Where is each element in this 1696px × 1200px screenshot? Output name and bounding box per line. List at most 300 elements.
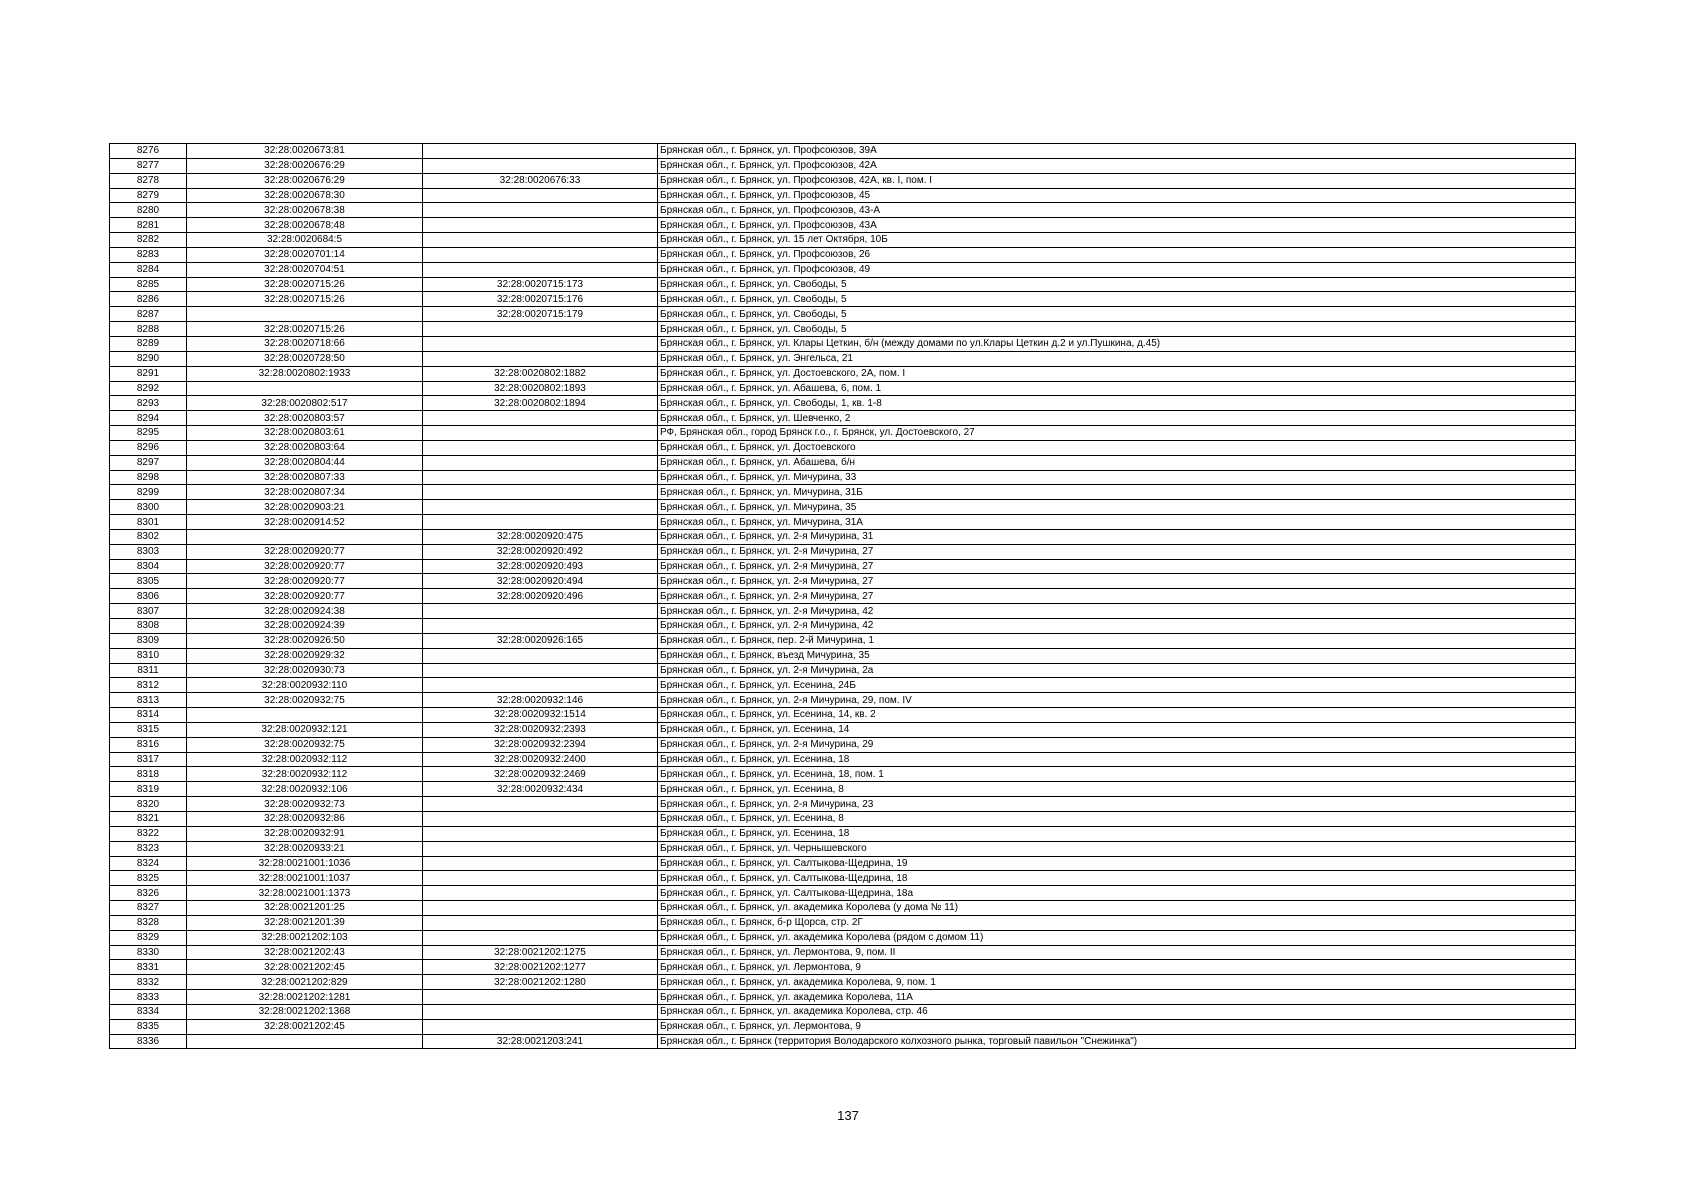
land-cadastral-number-cell: 32:28:0020924:39 bbox=[187, 619, 423, 634]
address-cell: Брянская обл., г. Брянск, ул. академика Королева (у дома № 11) bbox=[658, 901, 1576, 916]
land-cadastral-number-cell: 32:28:0021001:1036 bbox=[187, 856, 423, 871]
row-number-cell: 8305 bbox=[110, 574, 187, 589]
object-cadastral-number-cell: 32:28:0020920:496 bbox=[423, 589, 658, 604]
address-cell: Брянская обл., г. Брянск, ул. Лермонтова, 9 bbox=[658, 960, 1576, 975]
land-cadastral-number-cell: 32:28:0020715:26 bbox=[187, 322, 423, 337]
land-cadastral-number-cell: 32:28:0020802:1933 bbox=[187, 366, 423, 381]
row-number-cell: 8315 bbox=[110, 722, 187, 737]
land-cadastral-number-cell: 32:28:0020924:38 bbox=[187, 604, 423, 619]
table-row bbox=[110, 633, 1576, 648]
address-cell: Брянская обл., г. Брянск, ул. академика Королева (рядом с домом 11) bbox=[658, 930, 1576, 945]
table-row bbox=[110, 144, 1576, 159]
row-number-cell: 8313 bbox=[110, 693, 187, 708]
table-row bbox=[110, 856, 1576, 871]
address-cell: Брянская обл., г. Брянск, ул. Свободы, 5 bbox=[658, 322, 1576, 337]
object-cadastral-number-cell: 32:28:0020932:2393 bbox=[423, 722, 658, 737]
address-cell: РФ, Брянская обл., город Брянск г.о., г. Брянск, ул. Достоевского, 27 bbox=[658, 426, 1576, 441]
table-row bbox=[110, 811, 1576, 826]
table-row bbox=[110, 648, 1576, 663]
address-cell: Брянская обл., г. Брянск (территория Володарского колхозного рынка, торговый павильон "Снежинка") bbox=[658, 1034, 1576, 1049]
land-cadastral-number-cell: 32:28:0020803:57 bbox=[187, 411, 423, 426]
address-cell: Брянская обл., г. Брянск, ул. Есенина, 8 bbox=[658, 782, 1576, 797]
land-cadastral-number-cell: 32:28:0021202:103 bbox=[187, 930, 423, 945]
table-row bbox=[110, 292, 1576, 307]
address-cell: Брянская обл., г. Брянск, ул. Салтыкова-Щедрина, 18 bbox=[658, 871, 1576, 886]
row-number-cell: 8327 bbox=[110, 901, 187, 916]
object-cadastral-number-cell bbox=[423, 218, 658, 233]
row-number-cell: 8299 bbox=[110, 485, 187, 500]
land-cadastral-number-cell: 32:28:0021202:45 bbox=[187, 1019, 423, 1034]
row-number-cell: 8325 bbox=[110, 871, 187, 886]
object-cadastral-number-cell bbox=[423, 811, 658, 826]
object-cadastral-number-cell: 32:28:0020932:146 bbox=[423, 693, 658, 708]
address-cell: Брянская обл., г. Брянск, ул. Профсоюзов, 43А bbox=[658, 218, 1576, 233]
object-cadastral-number-cell bbox=[423, 455, 658, 470]
object-cadastral-number-cell: 32:28:0021202:1277 bbox=[423, 960, 658, 975]
address-cell: Брянская обл., г. Брянск, ул. Мичурина, 31А bbox=[658, 515, 1576, 530]
land-cadastral-number-cell: 32:28:0021001:1373 bbox=[187, 886, 423, 901]
object-cadastral-number-cell bbox=[423, 841, 658, 856]
row-number-cell: 8295 bbox=[110, 426, 187, 441]
object-cadastral-number-cell: 32:28:0020920:494 bbox=[423, 574, 658, 589]
object-cadastral-number-cell bbox=[423, 1019, 658, 1034]
row-number-cell: 8294 bbox=[110, 411, 187, 426]
address-cell: Брянская обл., г. Брянск, ул. 2-я Мичурина, 27 bbox=[658, 559, 1576, 574]
object-cadastral-number-cell bbox=[423, 262, 658, 277]
land-cadastral-number-cell: 32:28:0020932:110 bbox=[187, 678, 423, 693]
table-row bbox=[110, 277, 1576, 292]
object-cadastral-number-cell bbox=[423, 619, 658, 634]
object-cadastral-number-cell: 32:28:0020920:493 bbox=[423, 559, 658, 574]
address-cell: Брянская обл., г. Брянск, въезд Мичурина, 35 bbox=[658, 648, 1576, 663]
table-row bbox=[110, 722, 1576, 737]
table-row bbox=[110, 574, 1576, 589]
row-number-cell: 8322 bbox=[110, 826, 187, 841]
address-cell: Брянская обл., г. Брянск, ул. 2-я Мичурина, 23 bbox=[658, 797, 1576, 812]
address-cell: Брянская обл., г. Брянск, ул. 2-я Мичурина, 29 bbox=[658, 737, 1576, 752]
land-cadastral-number-cell bbox=[187, 381, 423, 396]
table-row bbox=[110, 396, 1576, 411]
land-cadastral-number-cell bbox=[187, 1034, 423, 1049]
table-row bbox=[110, 411, 1576, 426]
row-number-cell: 8279 bbox=[110, 188, 187, 203]
address-cell: Брянская обл., г. Брянск, ул. Профсоюзов, 45 bbox=[658, 188, 1576, 203]
land-cadastral-number-cell: 32:28:0021202:829 bbox=[187, 975, 423, 990]
object-cadastral-number-cell bbox=[423, 930, 658, 945]
address-cell: Брянская обл., г. Брянск, ул. Мичурина, 33 bbox=[658, 470, 1576, 485]
land-cadastral-number-cell: 32:28:0020933:21 bbox=[187, 841, 423, 856]
table-row bbox=[110, 826, 1576, 841]
table-row bbox=[110, 708, 1576, 723]
row-number-cell: 8306 bbox=[110, 589, 187, 604]
land-cadastral-number-cell: 32:28:0020803:64 bbox=[187, 440, 423, 455]
land-cadastral-number-cell: 32:28:0020678:38 bbox=[187, 203, 423, 218]
land-cadastral-number-cell: 32:28:0020728:50 bbox=[187, 351, 423, 366]
table-row bbox=[110, 663, 1576, 678]
land-cadastral-number-cell: 32:28:0020718:66 bbox=[187, 336, 423, 351]
land-cadastral-number-cell bbox=[187, 708, 423, 723]
object-cadastral-number-cell bbox=[423, 336, 658, 351]
address-cell: Брянская обл., г. Брянск, ул. 2-я Мичурина, 42 bbox=[658, 604, 1576, 619]
row-number-cell: 8323 bbox=[110, 841, 187, 856]
address-cell: Брянская обл., г. Брянск, ул. Мичурина, 31Б bbox=[658, 485, 1576, 500]
land-cadastral-number-cell: 32:28:0020920:77 bbox=[187, 544, 423, 559]
table-row bbox=[110, 886, 1576, 901]
land-cadastral-number-cell: 32:28:0021201:25 bbox=[187, 901, 423, 916]
table-row bbox=[110, 322, 1576, 337]
object-cadastral-number-cell bbox=[423, 990, 658, 1005]
object-cadastral-number-cell: 32:28:0021202:1275 bbox=[423, 945, 658, 960]
row-number-cell: 8331 bbox=[110, 960, 187, 975]
row-number-cell: 8289 bbox=[110, 336, 187, 351]
object-cadastral-number-cell bbox=[423, 351, 658, 366]
address-cell: Брянская обл., г. Брянск, ул. Свободы, 5 bbox=[658, 277, 1576, 292]
table-row bbox=[110, 158, 1576, 173]
address-cell: Брянская обл., г. Брянск, ул. Клары Цеткин, б/н (между домами по ул.Клары Цеткин д.2 и ул.Пушкина, д.45) bbox=[658, 336, 1576, 351]
table-row bbox=[110, 871, 1576, 886]
address-cell: Брянская обл., г. Брянск, ул. академика Королева, 9, пом. 1 bbox=[658, 975, 1576, 990]
row-number-cell: 8290 bbox=[110, 351, 187, 366]
object-cadastral-number-cell: 32:28:0020715:173 bbox=[423, 277, 658, 292]
address-cell: Брянская обл., г. Брянск, ул. Есенина, 18 bbox=[658, 826, 1576, 841]
address-cell: Брянская обл., г. Брянск, ул. Достоевского, 2А, пом. I bbox=[658, 366, 1576, 381]
address-cell: Брянская обл., г. Брянск, пер. 2-й Мичурина, 1 bbox=[658, 633, 1576, 648]
address-cell: Брянская обл., г. Брянск, ул. Энгельса, 21 bbox=[658, 351, 1576, 366]
object-cadastral-number-cell: 32:28:0020802:1882 bbox=[423, 366, 658, 381]
object-cadastral-number-cell bbox=[423, 901, 658, 916]
object-cadastral-number-cell: 32:28:0020932:1514 bbox=[423, 708, 658, 723]
address-cell: Брянская обл., г. Брянск, ул. Профсоюзов, 42А, кв. I, пом. I bbox=[658, 173, 1576, 188]
address-cell: Брянская обл., г. Брянск, ул. Профсоюзов, 42А bbox=[658, 158, 1576, 173]
object-cadastral-number-cell: 32:28:0021202:1280 bbox=[423, 975, 658, 990]
land-cadastral-number-cell: 32:28:0020676:29 bbox=[187, 158, 423, 173]
row-number-cell: 8297 bbox=[110, 455, 187, 470]
table-row bbox=[110, 307, 1576, 322]
row-number-cell: 8334 bbox=[110, 1004, 187, 1019]
address-cell: Брянская обл., г. Брянск, ул. Лермонтова, 9, пом. II bbox=[658, 945, 1576, 960]
land-cadastral-number-cell: 32:28:0020903:21 bbox=[187, 500, 423, 515]
table-row bbox=[110, 1004, 1576, 1019]
row-number-cell: 8330 bbox=[110, 945, 187, 960]
table-row bbox=[110, 529, 1576, 544]
address-cell: Брянская обл., г. Брянск, б-р Щорса, стр. 2Г bbox=[658, 915, 1576, 930]
address-cell: Брянская обл., г. Брянск, ул. Абашева, б/н bbox=[658, 455, 1576, 470]
address-cell: Брянская обл., г. Брянск, ул. Есенина, 18, пом. 1 bbox=[658, 767, 1576, 782]
address-cell: Брянская обл., г. Брянск, ул. Шевченко, 2 bbox=[658, 411, 1576, 426]
row-number-cell: 8293 bbox=[110, 396, 187, 411]
object-cadastral-number-cell bbox=[423, 203, 658, 218]
land-cadastral-number-cell: 32:28:0020914:52 bbox=[187, 515, 423, 530]
land-cadastral-number-cell: 32:28:0021202:43 bbox=[187, 945, 423, 960]
row-number-cell: 8304 bbox=[110, 559, 187, 574]
land-cadastral-number-cell: 32:28:0020802:517 bbox=[187, 396, 423, 411]
row-number-cell: 8303 bbox=[110, 544, 187, 559]
land-cadastral-number-cell: 32:28:0021202:45 bbox=[187, 960, 423, 975]
address-cell: Брянская обл., г. Брянск, ул. Достоевского bbox=[658, 440, 1576, 455]
row-number-cell: 8319 bbox=[110, 782, 187, 797]
row-number-cell: 8320 bbox=[110, 797, 187, 812]
land-cadastral-number-cell: 32:28:0020932:112 bbox=[187, 767, 423, 782]
land-cadastral-number-cell: 32:28:0020932:75 bbox=[187, 693, 423, 708]
row-number-cell: 8329 bbox=[110, 930, 187, 945]
row-number-cell: 8280 bbox=[110, 203, 187, 218]
land-cadastral-number-cell: 32:28:0020804:44 bbox=[187, 455, 423, 470]
row-number-cell: 8296 bbox=[110, 440, 187, 455]
registry-table bbox=[109, 143, 1576, 1049]
land-cadastral-number-cell bbox=[187, 529, 423, 544]
table-row bbox=[110, 589, 1576, 604]
row-number-cell: 8300 bbox=[110, 500, 187, 515]
object-cadastral-number-cell: 32:28:0021203:241 bbox=[423, 1034, 658, 1049]
object-cadastral-number-cell: 32:28:0020676:33 bbox=[423, 173, 658, 188]
object-cadastral-number-cell bbox=[423, 515, 658, 530]
table-row bbox=[110, 247, 1576, 262]
address-cell: Брянская обл., г. Брянск, ул. Свободы, 5 bbox=[658, 307, 1576, 322]
table-row bbox=[110, 797, 1576, 812]
object-cadastral-number-cell: 32:28:0020932:2394 bbox=[423, 737, 658, 752]
row-number-cell: 8276 bbox=[110, 144, 187, 159]
object-cadastral-number-cell: 32:28:0020932:434 bbox=[423, 782, 658, 797]
table-row bbox=[110, 1019, 1576, 1034]
row-number-cell: 8324 bbox=[110, 856, 187, 871]
address-cell: Брянская обл., г. Брянск, ул. 2-я Мичурина, 27 bbox=[658, 544, 1576, 559]
land-cadastral-number-cell: 32:28:0020932:112 bbox=[187, 752, 423, 767]
address-cell: Брянская обл., г. Брянск, ул. академика Королева, 11А bbox=[658, 990, 1576, 1005]
table-row bbox=[110, 930, 1576, 945]
row-number-cell: 8287 bbox=[110, 307, 187, 322]
object-cadastral-number-cell bbox=[423, 648, 658, 663]
row-number-cell: 8308 bbox=[110, 619, 187, 634]
table-row bbox=[110, 173, 1576, 188]
table-row bbox=[110, 678, 1576, 693]
land-cadastral-number-cell: 32:28:0020932:73 bbox=[187, 797, 423, 812]
land-cadastral-number-cell: 32:28:0021202:1281 bbox=[187, 990, 423, 1005]
object-cadastral-number-cell bbox=[423, 604, 658, 619]
table-row bbox=[110, 782, 1576, 797]
table-row bbox=[110, 960, 1576, 975]
object-cadastral-number-cell: 32:28:0020802:1893 bbox=[423, 381, 658, 396]
table-row bbox=[110, 233, 1576, 248]
object-cadastral-number-cell bbox=[423, 1004, 658, 1019]
table-row bbox=[110, 619, 1576, 634]
page-number: 137 bbox=[837, 1108, 859, 1123]
object-cadastral-number-cell bbox=[423, 485, 658, 500]
address-cell: Брянская обл., г. Брянск, ул. Есенина, 14 bbox=[658, 722, 1576, 737]
land-cadastral-number-cell: 32:28:0021201:39 bbox=[187, 915, 423, 930]
land-cadastral-number-cell: 32:28:0020678:30 bbox=[187, 188, 423, 203]
address-cell: Брянская обл., г. Брянск, ул. Мичурина, 35 bbox=[658, 500, 1576, 515]
object-cadastral-number-cell bbox=[423, 322, 658, 337]
row-number-cell: 8301 bbox=[110, 515, 187, 530]
address-cell: Брянская обл., г. Брянск, ул. Салтыкова-Щедрина, 18а bbox=[658, 886, 1576, 901]
land-cadastral-number-cell: 32:28:0020930:73 bbox=[187, 663, 423, 678]
object-cadastral-number-cell: 32:28:0020715:176 bbox=[423, 292, 658, 307]
land-cadastral-number-cell: 32:28:0020678:48 bbox=[187, 218, 423, 233]
table-row bbox=[110, 604, 1576, 619]
row-number-cell: 8283 bbox=[110, 247, 187, 262]
table-row bbox=[110, 485, 1576, 500]
land-cadastral-number-cell: 32:28:0020807:34 bbox=[187, 485, 423, 500]
land-cadastral-number-cell: 32:28:0020932:75 bbox=[187, 737, 423, 752]
land-cadastral-number-cell: 32:28:0020715:26 bbox=[187, 292, 423, 307]
row-number-cell: 8332 bbox=[110, 975, 187, 990]
land-cadastral-number-cell: 32:28:0020926:50 bbox=[187, 633, 423, 648]
object-cadastral-number-cell bbox=[423, 871, 658, 886]
row-number-cell: 8317 bbox=[110, 752, 187, 767]
object-cadastral-number-cell bbox=[423, 826, 658, 841]
table-row bbox=[110, 990, 1576, 1005]
address-cell: Брянская обл., г. Брянск, ул. академика Королева, стр. 46 bbox=[658, 1004, 1576, 1019]
address-cell: Брянская обл., г. Брянск, ул. Абашева, 6, пом. 1 bbox=[658, 381, 1576, 396]
address-cell: Брянская обл., г. Брянск, ул. 2-я Мичурина, 27 bbox=[658, 574, 1576, 589]
row-number-cell: 8288 bbox=[110, 322, 187, 337]
address-cell: Брянская обл., г. Брянск, ул. Профсоюзов, 26 bbox=[658, 247, 1576, 262]
object-cadastral-number-cell bbox=[423, 797, 658, 812]
row-number-cell: 8284 bbox=[110, 262, 187, 277]
row-number-cell: 8282 bbox=[110, 233, 187, 248]
object-cadastral-number-cell: 32:28:0020715:179 bbox=[423, 307, 658, 322]
row-number-cell: 8336 bbox=[110, 1034, 187, 1049]
table-row bbox=[110, 218, 1576, 233]
land-cadastral-number-cell: 32:28:0020803:61 bbox=[187, 426, 423, 441]
table-row bbox=[110, 737, 1576, 752]
row-number-cell: 8285 bbox=[110, 277, 187, 292]
table-row bbox=[110, 440, 1576, 455]
object-cadastral-number-cell: 32:28:0020920:492 bbox=[423, 544, 658, 559]
land-cadastral-number-cell: 32:28:0020920:77 bbox=[187, 574, 423, 589]
land-cadastral-number-cell: 32:28:0020929:32 bbox=[187, 648, 423, 663]
row-number-cell: 8333 bbox=[110, 990, 187, 1005]
row-number-cell: 8312 bbox=[110, 678, 187, 693]
address-cell: Брянская обл., г. Брянск, ул. Салтыкова-Щедрина, 19 bbox=[658, 856, 1576, 871]
row-number-cell: 8286 bbox=[110, 292, 187, 307]
table-row bbox=[110, 559, 1576, 574]
address-cell: Брянская обл., г. Брянск, ул. Свободы, 5 bbox=[658, 292, 1576, 307]
row-number-cell: 8309 bbox=[110, 633, 187, 648]
table-row bbox=[110, 262, 1576, 277]
row-number-cell: 8326 bbox=[110, 886, 187, 901]
object-cadastral-number-cell: 32:28:0020932:2400 bbox=[423, 752, 658, 767]
address-cell: Брянская обл., г. Брянск, ул. 2-я Мичурина, 29, пом. IV bbox=[658, 693, 1576, 708]
object-cadastral-number-cell bbox=[423, 678, 658, 693]
table-row bbox=[110, 500, 1576, 515]
address-cell: Брянская обл., г. Брянск, ул. Чернышевского bbox=[658, 841, 1576, 856]
row-number-cell: 8318 bbox=[110, 767, 187, 782]
row-number-cell: 8298 bbox=[110, 470, 187, 485]
object-cadastral-number-cell bbox=[423, 233, 658, 248]
object-cadastral-number-cell: 32:28:0020926:165 bbox=[423, 633, 658, 648]
table-row bbox=[110, 945, 1576, 960]
table-row bbox=[110, 841, 1576, 856]
land-cadastral-number-cell: 32:28:0021001:1037 bbox=[187, 871, 423, 886]
object-cadastral-number-cell bbox=[423, 158, 658, 173]
table-row bbox=[110, 381, 1576, 396]
address-cell: Брянская обл., г. Брянск, ул. Профсоюзов, 39А bbox=[658, 144, 1576, 159]
registry-table-body bbox=[110, 144, 1576, 1049]
table-row bbox=[110, 1034, 1576, 1049]
table-row bbox=[110, 515, 1576, 530]
address-cell: Брянская обл., г. Брянск, ул. Есенина, 8 bbox=[658, 811, 1576, 826]
address-cell: Брянская обл., г. Брянск, ул. 2-я Мичурина, 31 bbox=[658, 529, 1576, 544]
table-row bbox=[110, 455, 1576, 470]
address-cell: Брянская обл., г. Брянск, ул. 2-я Мичурина, 42 bbox=[658, 619, 1576, 634]
address-cell: Брянская обл., г. Брянск, ул. Есенина, 14, кв. 2 bbox=[658, 708, 1576, 723]
table-row bbox=[110, 336, 1576, 351]
object-cadastral-number-cell: 32:28:0020920:475 bbox=[423, 529, 658, 544]
object-cadastral-number-cell bbox=[423, 915, 658, 930]
table-row bbox=[110, 975, 1576, 990]
address-cell: Брянская обл., г. Брянск, ул. 2-я Мичурина, 27 bbox=[658, 589, 1576, 604]
object-cadastral-number-cell bbox=[423, 500, 658, 515]
table-row bbox=[110, 188, 1576, 203]
land-cadastral-number-cell bbox=[187, 307, 423, 322]
table-row bbox=[110, 752, 1576, 767]
row-number-cell: 8310 bbox=[110, 648, 187, 663]
land-cadastral-number-cell: 32:28:0020701:14 bbox=[187, 247, 423, 262]
object-cadastral-number-cell bbox=[423, 663, 658, 678]
object-cadastral-number-cell: 32:28:0020802:1894 bbox=[423, 396, 658, 411]
address-cell: Брянская обл., г. Брянск, ул. Профсоюзов, 49 bbox=[658, 262, 1576, 277]
table-row bbox=[110, 544, 1576, 559]
object-cadastral-number-cell bbox=[423, 247, 658, 262]
table-row bbox=[110, 351, 1576, 366]
land-cadastral-number-cell: 32:28:0020932:86 bbox=[187, 811, 423, 826]
table-row bbox=[110, 470, 1576, 485]
object-cadastral-number-cell bbox=[423, 426, 658, 441]
address-cell: Брянская обл., г. Брянск, ул. Свободы, 1, кв. 1-8 bbox=[658, 396, 1576, 411]
address-cell: Брянская обл., г. Брянск, ул. Есенина, 18 bbox=[658, 752, 1576, 767]
table-row bbox=[110, 693, 1576, 708]
row-number-cell: 8321 bbox=[110, 811, 187, 826]
land-cadastral-number-cell: 32:28:0020715:26 bbox=[187, 277, 423, 292]
object-cadastral-number-cell: 32:28:0020932:2469 bbox=[423, 767, 658, 782]
land-cadastral-number-cell: 32:28:0020920:77 bbox=[187, 589, 423, 604]
row-number-cell: 8316 bbox=[110, 737, 187, 752]
address-cell: Брянская обл., г. Брянск, ул. Лермонтова, 9 bbox=[658, 1019, 1576, 1034]
row-number-cell: 8278 bbox=[110, 173, 187, 188]
object-cadastral-number-cell bbox=[423, 470, 658, 485]
land-cadastral-number-cell: 32:28:0020932:106 bbox=[187, 782, 423, 797]
row-number-cell: 8291 bbox=[110, 366, 187, 381]
row-number-cell: 8311 bbox=[110, 663, 187, 678]
row-number-cell: 8281 bbox=[110, 218, 187, 233]
table-row bbox=[110, 901, 1576, 916]
object-cadastral-number-cell bbox=[423, 886, 658, 901]
row-number-cell: 8277 bbox=[110, 158, 187, 173]
table-row bbox=[110, 366, 1576, 381]
row-number-cell: 8328 bbox=[110, 915, 187, 930]
land-cadastral-number-cell: 32:28:0020673:81 bbox=[187, 144, 423, 159]
object-cadastral-number-cell bbox=[423, 856, 658, 871]
land-cadastral-number-cell: 32:28:0020676:29 bbox=[187, 173, 423, 188]
object-cadastral-number-cell bbox=[423, 411, 658, 426]
row-number-cell: 8335 bbox=[110, 1019, 187, 1034]
address-cell: Брянская обл., г. Брянск, ул. Профсоюзов, 43-А bbox=[658, 203, 1576, 218]
address-cell: Брянская обл., г. Брянск, ул. Есенина, 24Б bbox=[658, 678, 1576, 693]
table-row bbox=[110, 915, 1576, 930]
land-cadastral-number-cell: 32:28:0020932:121 bbox=[187, 722, 423, 737]
object-cadastral-number-cell bbox=[423, 440, 658, 455]
address-cell: Брянская обл., г. Брянск, ул. 2-я Мичурина, 2а bbox=[658, 663, 1576, 678]
address-cell: Брянская обл., г. Брянск, ул. 15 лет Октября, 10Б bbox=[658, 233, 1576, 248]
land-cadastral-number-cell: 32:28:0020684:5 bbox=[187, 233, 423, 248]
table-row bbox=[110, 767, 1576, 782]
land-cadastral-number-cell: 32:28:0020920:77 bbox=[187, 559, 423, 574]
land-cadastral-number-cell: 32:28:0020932:91 bbox=[187, 826, 423, 841]
object-cadastral-number-cell bbox=[423, 188, 658, 203]
land-cadastral-number-cell: 32:28:0020807:33 bbox=[187, 470, 423, 485]
land-cadastral-number-cell: 32:28:0021202:1368 bbox=[187, 1004, 423, 1019]
